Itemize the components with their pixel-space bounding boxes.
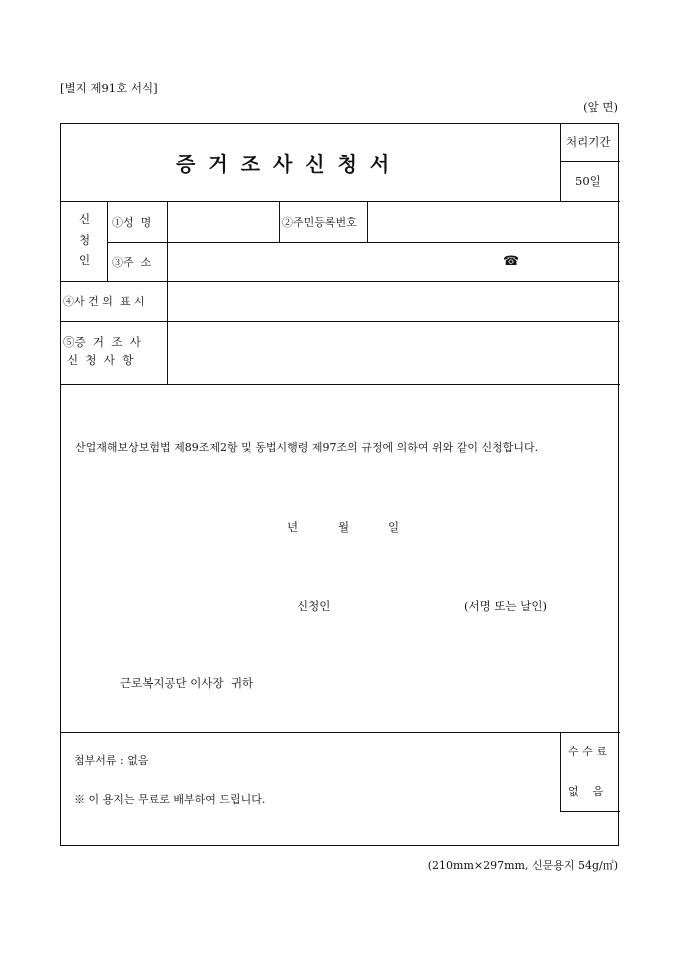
signature-note: (서명 또는 날인) [464,599,547,613]
date-month-label: 월 [338,520,350,534]
applicant-header-char-3: 인 [79,253,91,267]
application-form [60,123,619,846]
form-title: 증거조사신청서 [176,152,403,176]
name-label: ①성 명 [112,216,152,229]
applicant-header-char-1: 신 [79,212,91,226]
address-label: ③주 소 [112,256,152,269]
evidence-label-line-1: ⑤증 거 조 사 [63,335,141,349]
processing-period-value: 50일 [575,174,601,188]
evidence-label-line-2: 신 청 사 항 [67,353,134,367]
date-day-label: 일 [388,520,400,534]
form-number-label: [별지 제91호 서식] [60,81,158,95]
attachments-label: 첨부서류 : 없음 [74,754,149,767]
addressee: 근로복지공단 이사장 귀하 [120,676,254,690]
resident-number-label: ②주민등록번호 [282,216,357,229]
telephone-icon: ☎ [503,254,520,269]
statement-text: 산업재해보상보험법 제89조제2항 및 동법시행령 제97조의 규정에 의하여 위와 같이 신청합니다. [75,441,539,454]
processing-period-label: 처리기간 [566,135,611,149]
applicant-header-char-2: 청 [79,233,91,247]
case-label: ④사 건 의 표 시 [63,295,145,308]
fee-label: 수 수 료 [568,745,607,758]
page-side-label: (앞 면) [583,100,618,114]
fee-value: 없 음 [568,785,604,798]
free-distribution-note: ※ 이 용지는 무료로 배부하여 드립니다. [74,793,266,806]
paper-spec: (210mm×297mm, 신문용지 54g/㎡) [427,859,618,872]
signature-label: 신청인 [297,599,331,613]
date-year-label: 년 [287,520,299,534]
